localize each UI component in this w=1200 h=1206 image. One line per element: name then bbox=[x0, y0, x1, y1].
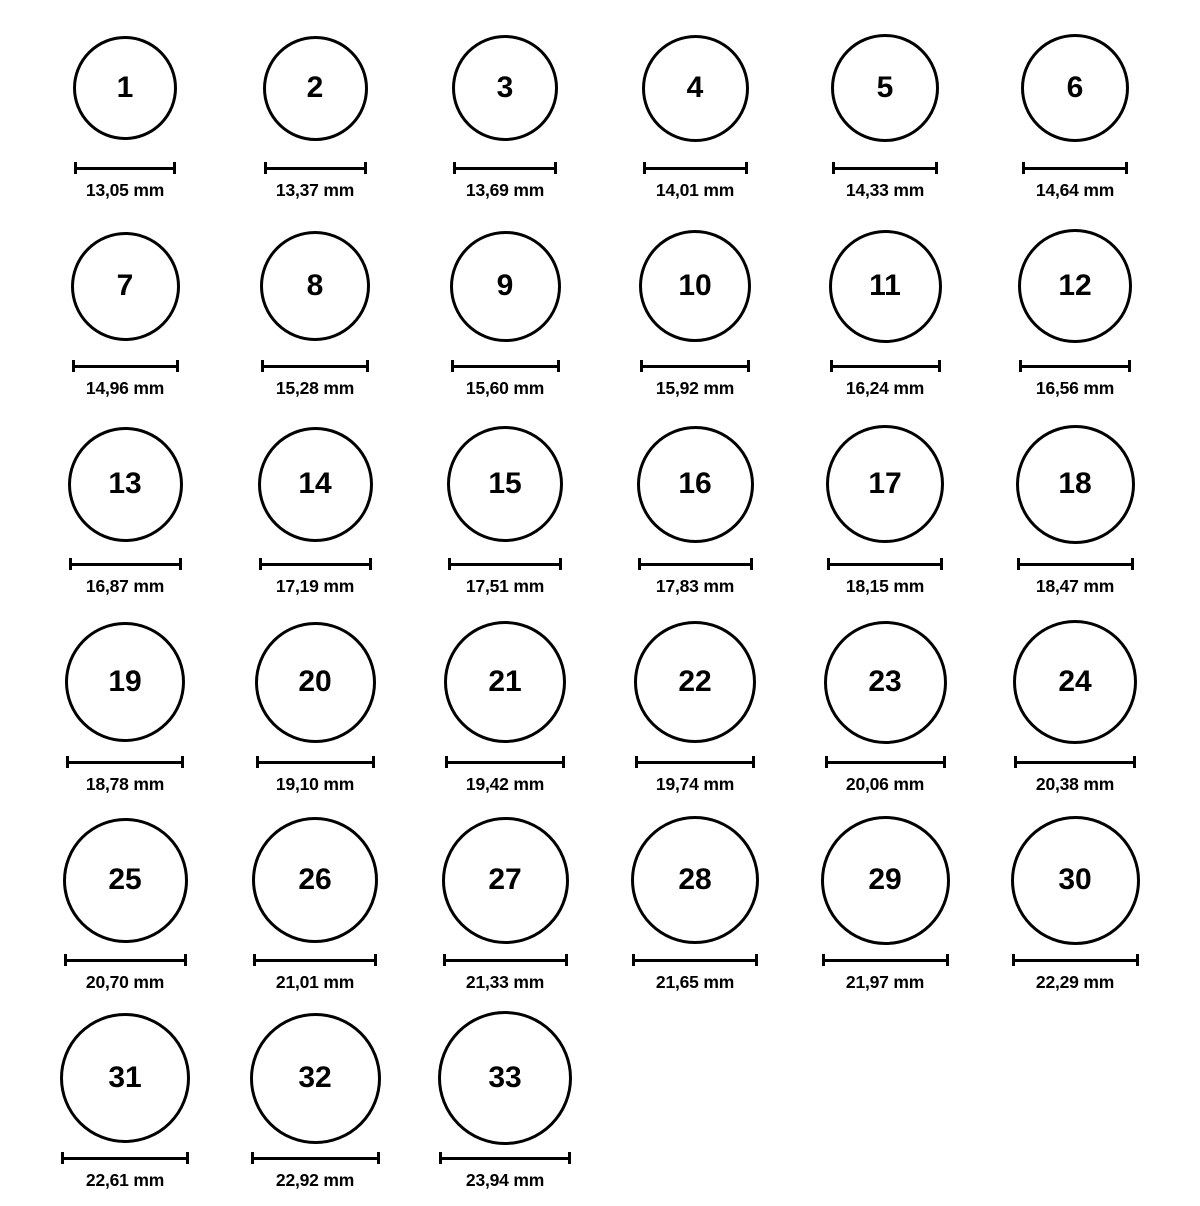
ring-size-cell bbox=[30, 216, 220, 414]
ring-circle-icon bbox=[73, 36, 177, 140]
ring-circle-icon bbox=[1018, 229, 1132, 343]
ring-diameter-label: 22,29 mm bbox=[1035, 972, 1115, 992]
ring-size-cell bbox=[980, 18, 1170, 216]
ring-measurement bbox=[61, 1152, 189, 1191]
caliper-icon bbox=[822, 954, 949, 966]
ring-circle-wrapper bbox=[637, 414, 754, 554]
caliper-icon bbox=[451, 360, 560, 372]
ring-circle-icon bbox=[252, 817, 378, 943]
ring-circle-icon bbox=[821, 816, 950, 945]
ring-diameter-label: 15,28 mm bbox=[275, 378, 355, 398]
ring-circle-icon bbox=[258, 427, 373, 542]
ring-size-cell bbox=[790, 612, 980, 810]
ring-diameter-label: 22,92 mm bbox=[275, 1170, 355, 1190]
ring-circle-wrapper bbox=[68, 414, 183, 554]
caliper-icon bbox=[635, 756, 755, 768]
ring-circle-wrapper bbox=[631, 810, 759, 950]
ring-circle-wrapper bbox=[250, 1008, 381, 1148]
ring-measurement bbox=[832, 162, 938, 201]
ring-circle-wrapper bbox=[1011, 810, 1140, 950]
ring-diameter-label: 13,05 mm bbox=[85, 180, 165, 200]
caliper-icon bbox=[259, 558, 372, 570]
caliper-icon bbox=[256, 756, 375, 768]
caliper-icon bbox=[253, 954, 377, 966]
ring-size-cell bbox=[790, 810, 980, 1008]
ring-size-number: 29 bbox=[868, 863, 902, 896]
caliper-icon bbox=[827, 558, 943, 570]
caliper-icon bbox=[638, 558, 753, 570]
caliper-icon bbox=[264, 162, 367, 174]
ring-size-cell bbox=[220, 1008, 410, 1206]
caliper-icon bbox=[453, 162, 557, 174]
ring-measurement bbox=[72, 360, 179, 399]
ring-size-number: 19 bbox=[108, 665, 142, 698]
ring-size-number: 21 bbox=[488, 665, 522, 698]
ring-measurement bbox=[1019, 360, 1131, 399]
ring-diameter-label: 20,06 mm bbox=[845, 774, 925, 794]
ring-circle-icon bbox=[444, 621, 566, 743]
ring-diameter-label: 19,10 mm bbox=[275, 774, 355, 794]
ring-diameter-label: 21,65 mm bbox=[655, 972, 735, 992]
ring-circle-icon bbox=[68, 427, 183, 542]
ring-circle-icon bbox=[637, 426, 754, 543]
ring-size-number: 27 bbox=[488, 863, 522, 896]
ring-circle-icon bbox=[1021, 34, 1129, 142]
ring-size-cell bbox=[30, 18, 220, 216]
caliper-icon bbox=[251, 1152, 380, 1164]
ring-diameter-label: 13,69 mm bbox=[465, 180, 545, 200]
ring-measurement bbox=[64, 954, 187, 993]
ring-diameter-label: 18,47 mm bbox=[1035, 576, 1115, 596]
ring-diameter-label: 15,92 mm bbox=[655, 378, 735, 398]
ring-circle-icon bbox=[442, 817, 569, 944]
ring-circle-icon bbox=[824, 621, 947, 744]
ring-circle-wrapper bbox=[447, 414, 563, 554]
ring-size-cell bbox=[790, 216, 980, 414]
ring-size-cell bbox=[410, 1008, 600, 1206]
ring-diameter-label: 14,01 mm bbox=[655, 180, 735, 200]
ring-measurement bbox=[259, 558, 372, 597]
ring-diameter-label: 21,33 mm bbox=[465, 972, 545, 992]
ring-diameter-label: 16,24 mm bbox=[845, 378, 925, 398]
ring-diameter-label: 17,51 mm bbox=[465, 576, 545, 596]
ring-diameter-label: 18,78 mm bbox=[85, 774, 165, 794]
ring-circle-icon bbox=[438, 1011, 572, 1145]
caliper-icon bbox=[1019, 360, 1131, 372]
ring-size-number: 25 bbox=[108, 863, 142, 896]
ring-circle-wrapper bbox=[1016, 414, 1135, 554]
ring-diameter-label: 16,56 mm bbox=[1035, 378, 1115, 398]
ring-measurement bbox=[66, 756, 184, 795]
caliper-icon bbox=[69, 558, 182, 570]
ring-circle-icon bbox=[255, 622, 376, 743]
ring-size-cell bbox=[980, 414, 1170, 612]
ring-measurement bbox=[827, 558, 943, 597]
ring-circle-icon bbox=[263, 36, 368, 141]
ring-circle-wrapper bbox=[634, 612, 756, 752]
ring-circle-icon bbox=[639, 230, 751, 342]
ring-diameter-label: 14,33 mm bbox=[845, 180, 925, 200]
ring-diameter-label: 17,83 mm bbox=[655, 576, 735, 596]
ring-circle-wrapper bbox=[829, 216, 942, 356]
ring-circle-wrapper bbox=[821, 810, 950, 950]
caliper-icon bbox=[632, 954, 758, 966]
ring-size-cell bbox=[600, 216, 790, 414]
ring-size-cell bbox=[410, 810, 600, 1008]
ring-measurement bbox=[1012, 954, 1139, 993]
ring-diameter-label: 14,96 mm bbox=[85, 378, 165, 398]
caliper-icon bbox=[72, 360, 179, 372]
caliper-icon bbox=[439, 1152, 571, 1164]
ring-size-number: 1 bbox=[116, 71, 134, 104]
caliper-icon bbox=[261, 360, 369, 372]
caliper-icon bbox=[61, 1152, 189, 1164]
ring-circle-icon bbox=[631, 816, 759, 944]
ring-size-cell bbox=[30, 1008, 220, 1206]
ring-size-number: 2 bbox=[306, 71, 324, 104]
caliper-icon bbox=[643, 162, 748, 174]
ring-size-number: 23 bbox=[868, 665, 902, 698]
caliper-icon bbox=[448, 558, 562, 570]
ring-size-cell bbox=[600, 810, 790, 1008]
ring-size-cell bbox=[790, 18, 980, 216]
ring-circle-wrapper bbox=[263, 18, 368, 158]
ring-circle-icon bbox=[65, 622, 185, 742]
ring-measurement bbox=[1022, 162, 1128, 201]
ring-circle-wrapper bbox=[831, 18, 939, 158]
ring-size-cell bbox=[220, 216, 410, 414]
ring-size-number: 5 bbox=[876, 71, 894, 104]
ring-measurement bbox=[439, 1152, 571, 1191]
ring-size-cell bbox=[410, 414, 600, 612]
ring-size-cell bbox=[600, 18, 790, 216]
ring-circle-icon bbox=[1011, 816, 1140, 945]
ring-measurement bbox=[825, 756, 946, 795]
ring-size-cell bbox=[410, 216, 600, 414]
caliper-icon bbox=[830, 360, 941, 372]
ring-size-number: 31 bbox=[108, 1061, 142, 1094]
ring-size-number: 16 bbox=[678, 467, 712, 500]
ring-size-cell bbox=[220, 414, 410, 612]
ring-diameter-label: 20,70 mm bbox=[85, 972, 165, 992]
ring-circle-wrapper bbox=[642, 18, 749, 158]
ring-measurement bbox=[822, 954, 949, 993]
ring-circle-wrapper bbox=[255, 612, 376, 752]
caliper-icon bbox=[1014, 756, 1136, 768]
ring-circle-wrapper bbox=[63, 810, 188, 950]
ring-circle-wrapper bbox=[252, 810, 378, 950]
ring-measurement bbox=[632, 954, 758, 993]
caliper-icon bbox=[1022, 162, 1128, 174]
caliper-icon bbox=[640, 360, 750, 372]
ring-circle-icon bbox=[450, 231, 561, 342]
ring-size-cell bbox=[600, 414, 790, 612]
ring-size-number: 15 bbox=[488, 467, 522, 500]
ring-size-cell bbox=[410, 18, 600, 216]
ring-measurement bbox=[69, 558, 182, 597]
ring-circle-icon bbox=[71, 232, 180, 341]
ring-circle-icon bbox=[634, 621, 756, 743]
ring-size-cell bbox=[980, 612, 1170, 810]
ring-size-cell bbox=[30, 414, 220, 612]
caliper-icon bbox=[1017, 558, 1134, 570]
ring-circle-wrapper bbox=[438, 1008, 572, 1148]
ring-size-number: 18 bbox=[1058, 467, 1092, 500]
caliper-icon bbox=[832, 162, 938, 174]
ring-circle-wrapper bbox=[824, 612, 947, 752]
ring-measurement bbox=[251, 1152, 380, 1191]
ring-diameter-label: 21,97 mm bbox=[845, 972, 925, 992]
ring-size-number: 17 bbox=[868, 467, 902, 500]
ring-size-number: 3 bbox=[496, 71, 514, 104]
ring-circle-icon bbox=[826, 425, 944, 543]
ring-circle-wrapper bbox=[65, 612, 185, 752]
ring-diameter-label: 17,19 mm bbox=[275, 576, 355, 596]
ring-size-number: 10 bbox=[678, 269, 712, 302]
caliper-icon bbox=[74, 162, 176, 174]
ring-size-number: 26 bbox=[298, 863, 332, 896]
ring-size-cell bbox=[220, 18, 410, 216]
ring-circle-icon bbox=[642, 35, 749, 142]
ring-diameter-label: 19,42 mm bbox=[465, 774, 545, 794]
ring-size-number: 30 bbox=[1058, 863, 1092, 896]
ring-size-cell bbox=[410, 612, 600, 810]
caliper-icon bbox=[445, 756, 565, 768]
caliper-icon bbox=[443, 954, 568, 966]
ring-circle-wrapper bbox=[826, 414, 944, 554]
ring-size-number: 14 bbox=[298, 467, 332, 500]
ring-size-number: 33 bbox=[488, 1061, 522, 1094]
caliper-icon bbox=[1012, 954, 1139, 966]
ring-measurement bbox=[640, 360, 750, 399]
ring-size-cell bbox=[980, 216, 1170, 414]
ring-diameter-label: 13,37 mm bbox=[275, 180, 355, 200]
ring-measurement bbox=[1014, 756, 1136, 795]
ring-size-number: 6 bbox=[1066, 71, 1084, 104]
ring-circle-wrapper bbox=[71, 216, 180, 356]
ring-circle-wrapper bbox=[639, 216, 751, 356]
ring-size-number: 13 bbox=[108, 467, 142, 500]
ring-size-number: 9 bbox=[496, 269, 514, 302]
ring-measurement bbox=[453, 162, 557, 201]
ring-diameter-label: 22,61 mm bbox=[85, 1170, 165, 1190]
ring-measurement bbox=[448, 558, 562, 597]
ring-size-cell bbox=[30, 612, 220, 810]
ring-diameter-label: 20,38 mm bbox=[1035, 774, 1115, 794]
ring-circle-wrapper bbox=[60, 1008, 190, 1148]
ring-diameter-label: 23,94 mm bbox=[465, 1170, 545, 1190]
ring-circle-wrapper bbox=[442, 810, 569, 950]
ring-circle-wrapper bbox=[73, 18, 177, 158]
ring-size-number: 20 bbox=[298, 665, 332, 698]
ring-measurement bbox=[264, 162, 367, 201]
caliper-icon bbox=[64, 954, 187, 966]
ring-circle-icon bbox=[60, 1013, 190, 1143]
ring-size-cell bbox=[30, 810, 220, 1008]
ring-size-cell bbox=[220, 612, 410, 810]
ring-diameter-label: 21,01 mm bbox=[275, 972, 355, 992]
ring-circle-wrapper bbox=[1013, 612, 1137, 752]
ring-circle-wrapper bbox=[1018, 216, 1132, 356]
ring-size-cell bbox=[600, 612, 790, 810]
ring-size-number: 11 bbox=[869, 269, 901, 302]
ring-circle-wrapper bbox=[1021, 18, 1129, 158]
ring-circle-icon bbox=[452, 35, 558, 141]
ring-size-number: 24 bbox=[1058, 665, 1092, 698]
ring-measurement bbox=[443, 954, 568, 993]
ring-size-number: 32 bbox=[298, 1061, 332, 1094]
ring-measurement bbox=[445, 756, 565, 795]
ring-measurement bbox=[451, 360, 560, 399]
ring-size-number: 7 bbox=[116, 269, 134, 302]
ring-size-cell bbox=[220, 810, 410, 1008]
ring-measurement bbox=[638, 558, 753, 597]
ring-diameter-label: 19,74 mm bbox=[655, 774, 735, 794]
ring-circle-wrapper bbox=[444, 612, 566, 752]
ring-circle-icon bbox=[1016, 425, 1135, 544]
ring-circle-icon bbox=[831, 34, 939, 142]
ring-circle-wrapper bbox=[450, 216, 561, 356]
ring-diameter-label: 18,15 mm bbox=[845, 576, 925, 596]
ring-circle-icon bbox=[447, 426, 563, 542]
caliper-icon bbox=[825, 756, 946, 768]
ring-measurement bbox=[643, 162, 748, 201]
ring-size-number: 22 bbox=[678, 665, 712, 698]
ring-size-number: 28 bbox=[678, 863, 712, 896]
ring-size-cell bbox=[790, 414, 980, 612]
caliper-icon bbox=[66, 756, 184, 768]
ring-measurement bbox=[635, 756, 755, 795]
ring-circle-wrapper bbox=[260, 216, 370, 356]
ring-size-grid bbox=[0, 18, 1200, 1206]
ring-size-number: 8 bbox=[306, 269, 324, 302]
ring-circle-wrapper bbox=[452, 18, 558, 158]
ring-measurement bbox=[74, 162, 176, 201]
ring-measurement bbox=[261, 360, 369, 399]
ring-measurement bbox=[253, 954, 377, 993]
ring-measurement bbox=[1017, 558, 1134, 597]
ring-circle-icon bbox=[1013, 620, 1137, 744]
ring-circle-icon bbox=[250, 1013, 381, 1144]
ring-diameter-label: 15,60 mm bbox=[465, 378, 545, 398]
ring-size-number: 12 bbox=[1058, 269, 1092, 302]
ring-circle-wrapper bbox=[258, 414, 373, 554]
ring-size-number: 4 bbox=[686, 71, 704, 104]
ring-circle-icon bbox=[260, 231, 370, 341]
ring-diameter-label: 16,87 mm bbox=[85, 576, 165, 596]
ring-circle-icon bbox=[829, 230, 942, 343]
ring-measurement bbox=[256, 756, 375, 795]
ring-size-cell bbox=[980, 810, 1170, 1008]
ring-diameter-label: 14,64 mm bbox=[1035, 180, 1115, 200]
ring-measurement bbox=[830, 360, 941, 399]
ring-circle-icon bbox=[63, 818, 188, 943]
